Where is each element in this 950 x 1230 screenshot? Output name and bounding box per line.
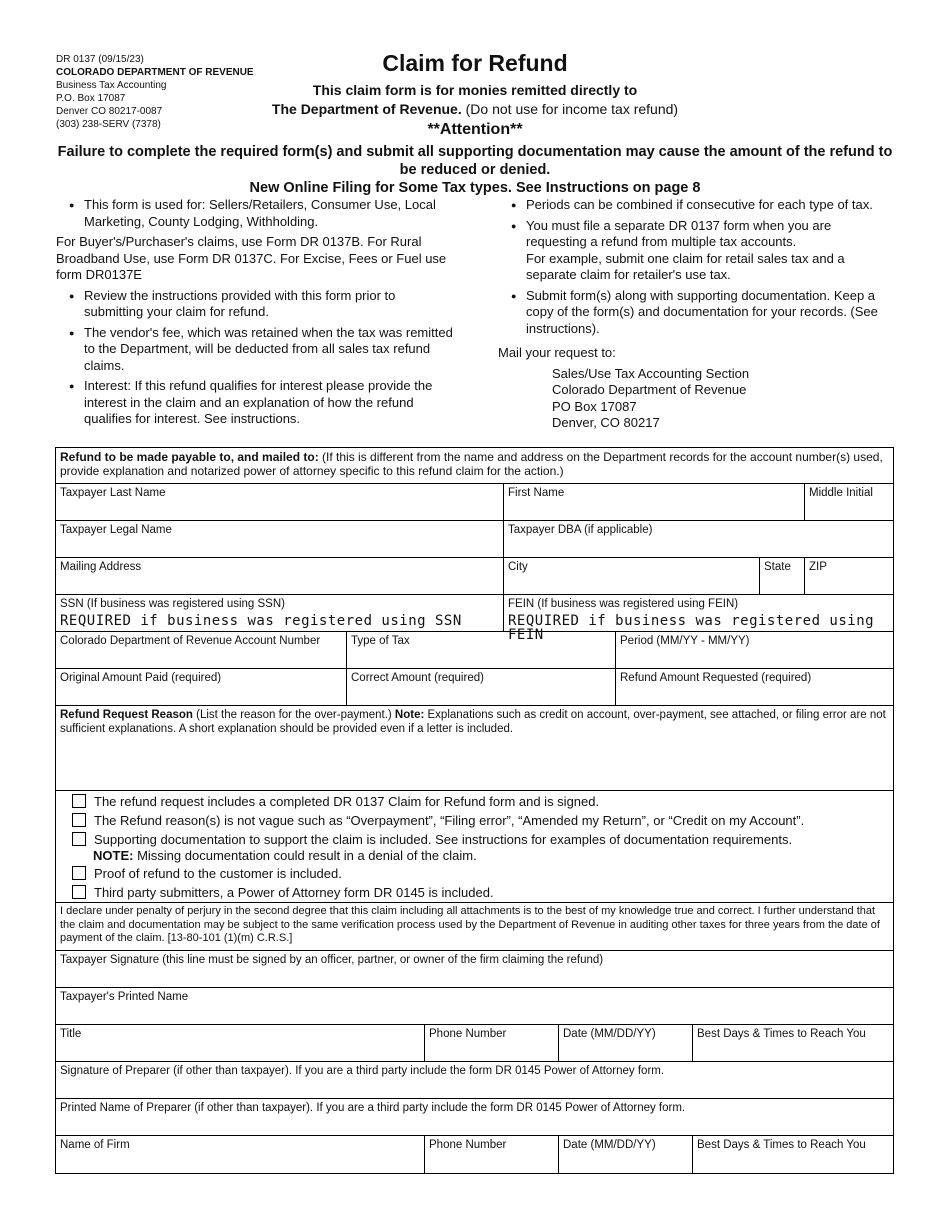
- field-label: Correct Amount (required): [351, 672, 484, 684]
- field-label: Period (MM/YY - MM/YY): [620, 635, 750, 647]
- mailing-address-field[interactable]: [56, 558, 504, 595]
- refund-form: [55, 447, 894, 1174]
- preparer-printed-name-field[interactable]: [56, 1099, 893, 1136]
- field-label: Printed Name of Preparer (if other than taxpayer). If you are a third party include the form DR 0145 Power of Attorney form.: [60, 1102, 686, 1114]
- phone-field[interactable]: [425, 1025, 559, 1062]
- field-label: Date (MM/DD/YY): [563, 1028, 656, 1040]
- note-text: Missing documentation could result in a denial of the claim.: [137, 848, 477, 863]
- agency-city: Denver CO 80217-0087: [56, 106, 163, 117]
- page-title: Claim for Refund: [382, 50, 568, 76]
- field-label: Middle Initial: [809, 487, 873, 499]
- subtitle-bold: The Department of Revenue.: [271, 101, 462, 117]
- payable-rest: (If this is different from the name and address on the Department records for the account number(s) used, provide explanation and notarized power of attorney specific to this refund claim for the action.): [60, 450, 883, 478]
- dba-field[interactable]: [504, 521, 893, 558]
- field-label: Taxpayer Legal Name: [60, 524, 172, 536]
- correct-amount-field[interactable]: [347, 669, 616, 706]
- fein-required-text: REQUIRED if business was registered using FEIN: [508, 613, 875, 643]
- checklist: [56, 791, 893, 903]
- instruction-bullet-text: For example, submit one claim for retail sales tax and a separate claim for retailer's use tax.: [526, 250, 845, 282]
- field-label: Best Days & Times to Reach You: [697, 1028, 866, 1040]
- instruction-bullet: ● The vendor's fee, which was retained when the tax was remitted to the Department, will be deducted from all sales tax refund claims.: [56, 325, 456, 375]
- best-times-field[interactable]: [693, 1025, 893, 1062]
- first-name-field[interactable]: [504, 484, 805, 521]
- field-label: FEIN (If business was registered using FEIN): [508, 598, 739, 610]
- checkbox[interactable]: [72, 885, 86, 899]
- mailing-address-block: [498, 366, 878, 432]
- form-id: DR 0137 (09/15/23): [56, 54, 144, 65]
- attention-heading: **Attention**: [427, 121, 523, 138]
- last-name-field[interactable]: [56, 484, 504, 521]
- instruction-bullet: ● Interest: If this refund qualifies for interest please provide the interest in the claim and an explanation of how the refund qualifies for interest. See instructions.: [56, 378, 456, 428]
- preparer-best-times-field[interactable]: [693, 1136, 893, 1173]
- taxpayer-printed-name-field[interactable]: [56, 988, 893, 1025]
- instruction-bullet: ● This form is used for: Sellers/Retailers, Consumer Use, Local Marketing, County Lodging, Withholding.: [56, 197, 456, 230]
- warning-text: Failure to complete the required form(s) and submit all supporting documentation may cause the amount of the refund to be reduced or denied.: [57, 144, 893, 178]
- preparer-signature-field[interactable]: [56, 1062, 893, 1099]
- zip-field[interactable]: [805, 558, 893, 595]
- field-label: First Name: [508, 487, 565, 499]
- checklist-note: [93, 848, 477, 864]
- instruction-bullet: [498, 218, 878, 284]
- field-label: Signature of Preparer (if other than taxpayer). If you are a third party include the form DR 0145 Power of Attorney form.: [60, 1065, 665, 1077]
- reason-note-label: Note:: [394, 709, 425, 721]
- field-label: Original Amount Paid (required): [60, 672, 222, 684]
- instruction-bullet: ● Review the instructions provided with this form prior to submitting your claim for refund.: [56, 288, 456, 321]
- field-label: State: [764, 561, 791, 573]
- agency-name: COLORADO DEPARTMENT OF REVENUE: [56, 67, 254, 78]
- title-field[interactable]: [56, 1025, 425, 1062]
- online-filing-notice: New Online Filing for Some Tax types. See Instructions on page 8: [249, 180, 701, 196]
- firm-name-field[interactable]: [56, 1136, 425, 1173]
- checklist-item: [72, 794, 599, 810]
- subtitle-line1: This claim form is for monies remitted directly to: [312, 82, 638, 98]
- checklist-text: Proof of refund to the customer is included.: [94, 866, 342, 881]
- type-of-tax-field[interactable]: [347, 632, 616, 669]
- field-label: Taxpayer's Printed Name: [60, 991, 189, 1003]
- original-amount-field[interactable]: [56, 669, 347, 706]
- checklist-item: [72, 866, 342, 882]
- instructions-left: [56, 197, 456, 432]
- field-label: Colorado Department of Revenue Account Number: [60, 635, 321, 647]
- instruction-bullet: ● Periods can be combined if consecutive for each type of tax.: [498, 197, 878, 214]
- period-field[interactable]: [616, 632, 893, 669]
- refund-reason-field[interactable]: [56, 706, 893, 791]
- checkbox[interactable]: [72, 832, 86, 846]
- legal-name-field[interactable]: [56, 521, 504, 558]
- division: Business Tax Accounting: [56, 80, 167, 91]
- payable-bold: Refund to be made payable to, and mailed to:: [60, 450, 319, 464]
- subtitle-normal: (Do not use for income tax refund): [465, 101, 679, 117]
- preparer-date-field[interactable]: [559, 1136, 693, 1173]
- checkbox[interactable]: [72, 813, 86, 827]
- state-field[interactable]: [760, 558, 805, 595]
- checklist-text: The refund request includes a completed DR 0137 Claim for Refund form and is signed.: [94, 794, 600, 809]
- city-field[interactable]: [504, 558, 760, 595]
- reason-note: Explanations such as credit on account, over-payment, see attached, or filing error are not sufficient explanations. A short explanation should be provided even if a letter is included.: [60, 709, 886, 735]
- middle-initial-field[interactable]: [805, 484, 893, 521]
- declaration: I declare under penalty of perjury in the second degree that this claim including all attachments is to the best of my knowledge true and correct. I further understand that the claim and documentation may be subject to the same verification process used by the Department of Revenue in auditing other taxes for three years from the date of payment of the claim. [13-80-101 (1)(m) C.R.S.]: [56, 903, 893, 951]
- field-label: Type of Tax: [351, 635, 410, 647]
- note-label: NOTE:: [93, 848, 134, 863]
- agency-phone: (303) 238-SERV (7378): [56, 119, 161, 130]
- instruction-bullet-text: ● You must file a separate DR 0137 form when you are requesting a refund from multiple tax accounts.: [526, 217, 832, 249]
- checkbox[interactable]: [72, 794, 86, 808]
- mail-line: Denver, CO 80217: [552, 415, 660, 430]
- checklist-item: [72, 885, 494, 901]
- instructions-right: [498, 197, 878, 432]
- subtitle: [0, 81, 950, 119]
- ssn-field[interactable]: [56, 595, 504, 632]
- checklist-item: [72, 832, 792, 848]
- instruction-bullet: ● Submit form(s) along with supporting documentation. Keep a copy of the form(s) and documentation for your records. (See instructions).: [498, 288, 878, 338]
- field-label: Taxpayer DBA (if applicable): [508, 524, 653, 536]
- date-field[interactable]: [559, 1025, 693, 1062]
- mail-line: Sales/Use Tax Accounting Section: [552, 365, 750, 381]
- mail-line: PO Box 17087: [552, 398, 637, 414]
- mail-label: Mail your request to:: [498, 345, 616, 360]
- field-label: Date (MM/DD/YY): [563, 1139, 656, 1151]
- field-label: Mailing Address: [60, 561, 142, 573]
- subtitle-line2: [0, 100, 950, 119]
- instruction-paragraph: For Buyer's/Purchaser's claims, use Form DR 0137B. For Rural Broadband Use, use Form DR 0137C. For Excise, Fees or Fuel use form DR0137E: [56, 234, 447, 282]
- reason-paren: (List the reason for the over-payment.): [196, 709, 392, 721]
- checklist-item: [72, 813, 804, 829]
- field-label: Taxpayer Signature (this line must be signed by an officer, partner, or owner of the firm claiming the refund): [60, 954, 604, 966]
- field-label: Phone Number: [429, 1028, 507, 1040]
- preparer-phone-field[interactable]: [425, 1136, 559, 1173]
- refund-amount-field[interactable]: [616, 669, 893, 706]
- field-label: Best Days & Times to Reach You: [697, 1139, 866, 1151]
- field-label: Refund Amount Requested (required): [620, 672, 812, 684]
- payable-instructions: [56, 448, 893, 484]
- field-label: Phone Number: [429, 1139, 507, 1151]
- ssn-required-text: REQUIRED if business was registered using SSN: [60, 613, 462, 629]
- checkbox[interactable]: [72, 866, 86, 880]
- checklist-text: Third party submitters, a Power of Attorney form DR 0145 is included.: [94, 885, 494, 900]
- field-label: Name of Firm: [60, 1139, 130, 1151]
- po-box: P.O. Box 17087: [56, 93, 126, 104]
- field-label: ZIP: [809, 561, 827, 573]
- field-label: SSN (If business was registered using SSN): [60, 598, 285, 610]
- taxpayer-signature-field[interactable]: [56, 951, 893, 988]
- field-label: Title: [60, 1028, 82, 1040]
- checklist-text: Supporting documentation to support the claim is included. See instructions for examples of documentation requirements.: [94, 832, 793, 847]
- field-label: Taxpayer Last Name: [60, 487, 166, 499]
- checklist-text: The Refund reason(s) is not vague such as “Overpayment”, “Filing error”, “Amended my Return”, or “Credit on my Account”.: [94, 813, 805, 828]
- reason-label: Refund Request Reason: [60, 709, 193, 721]
- account-number-field[interactable]: [56, 632, 347, 669]
- mail-line: Colorado Department of Revenue: [552, 382, 747, 397]
- field-label: City: [508, 561, 528, 573]
